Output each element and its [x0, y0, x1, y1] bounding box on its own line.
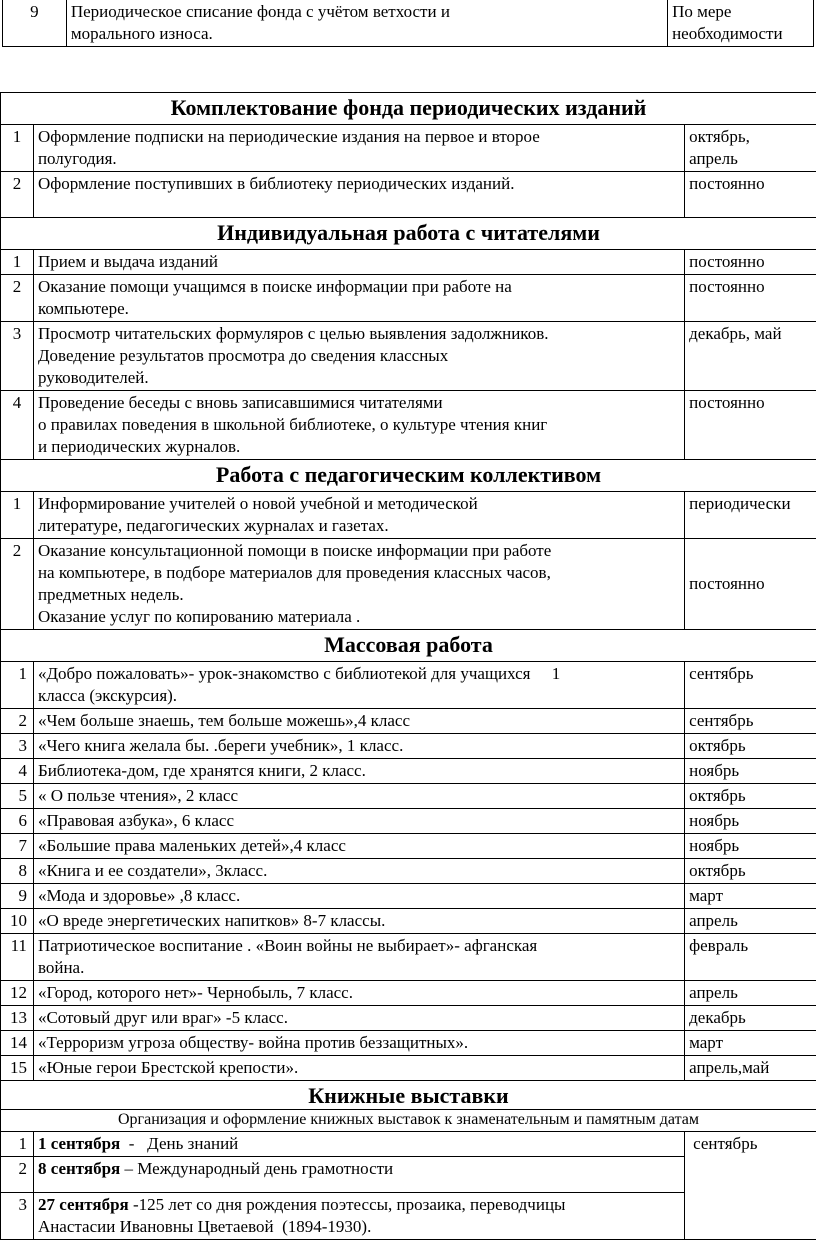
- table-row: [1, 125, 816, 172]
- row-term: ноябрь: [685, 809, 816, 834]
- section-header-row: [1, 93, 816, 125]
- row-text: «Чего книга желала бы. .береги учебник», 1 класс.: [33, 734, 684, 759]
- row-term: периодически: [685, 492, 816, 539]
- row-number: 3: [1, 322, 34, 391]
- row-text: 27 сентября -125 лет со дня рождения поэтессы, прозаика, переводчицы Анастасии Ивановны Цветаевой (1894-1930).: [33, 1193, 684, 1240]
- table-row: [1, 1006, 816, 1031]
- row-term: постоянно: [685, 172, 816, 218]
- row-term: февраль: [685, 934, 816, 981]
- exhibitions-term: сентябрь: [685, 1132, 816, 1240]
- table-row: [1, 1031, 816, 1056]
- table-row: [1, 172, 816, 218]
- row-text: «Чем больше знаешь, тем больше можешь»,4 класс: [33, 709, 684, 734]
- section-header-row: [1, 218, 816, 250]
- section-subtitle-row: [1, 1110, 816, 1132]
- row-number: 7: [1, 834, 34, 859]
- table-row: [1, 734, 816, 759]
- table-row: [1, 539, 816, 630]
- row-text: «Мода и здоровье» ,8 класс.: [33, 884, 684, 909]
- row-term: октябрь: [685, 859, 816, 884]
- table-row: [3, 0, 814, 47]
- section-title-periodicals: Комплектование фонда периодических изданий: [1, 93, 816, 125]
- row-number: 1: [1, 250, 34, 275]
- row-number: 2: [1, 709, 34, 734]
- row-term: ноябрь: [685, 759, 816, 784]
- section-title-individual: Индивидуальная работа с читателями: [1, 218, 816, 250]
- row-text: «О вреде энергетических напитков» 8-7 классы.: [33, 909, 684, 934]
- table-row: [1, 322, 816, 391]
- table-row: [1, 1056, 816, 1081]
- table-row: [1, 492, 816, 539]
- row-number: 3: [1, 734, 34, 759]
- row-number: 10: [1, 909, 34, 934]
- row-number: 2: [1, 1157, 34, 1193]
- section-header-row: [1, 460, 816, 492]
- row-number: 14: [1, 1031, 34, 1056]
- row-term: март: [685, 884, 816, 909]
- row-number: 2: [1, 539, 34, 630]
- row-term: ноябрь: [685, 834, 816, 859]
- row-text: Оказание помощи учащимся в поиске информации при работе на компьютере.: [33, 275, 684, 322]
- row-text: Библиотека-дом, где хранятся книги, 2 класс.: [33, 759, 684, 784]
- row-text: «Добро пожаловать»- урок-знакомство с библиотекой для учащихся 1 класса (экскурсия).: [33, 662, 684, 709]
- row-term: постоянно: [685, 250, 816, 275]
- row-term: декабрь: [685, 1006, 816, 1031]
- mass-work-rows: [1, 662, 816, 1081]
- row-term: октябрь: [685, 734, 816, 759]
- plan-table: [0, 92, 816, 1240]
- row-text: «Терроризм угроза обществу- война против беззащитных».: [33, 1031, 684, 1056]
- row-text: Информирование учителей о новой учебной и методической литературе, педагогических журналах и газетах.: [33, 492, 684, 539]
- row-text: «Правовая азбука», 6 класс: [33, 809, 684, 834]
- row-text: «Книга и ее создатели», 3класс.: [33, 859, 684, 884]
- row-number: 1: [1, 1132, 34, 1157]
- table-row: [1, 784, 816, 809]
- table-row: [1, 250, 816, 275]
- section-title-exhibitions: Книжные выставки: [1, 1081, 816, 1110]
- section-subtitle-exhibitions: Организация и оформление книжных выставок к знаменательным и памятным датам: [1, 1110, 816, 1132]
- row-text: 8 сентября – Международный день грамотности: [33, 1157, 684, 1193]
- table-row: [1, 275, 816, 322]
- row-text: Периодическое списание фонда с учётом ветхости и морального износа.: [66, 0, 667, 47]
- table-row: [1, 884, 816, 909]
- row-text: Патриотическое воспитание . «Воин войны не выбирает»- афганская война.: [33, 934, 684, 981]
- row-number: 9: [1, 884, 34, 909]
- row-number: 5: [1, 784, 34, 809]
- top-row-table: [2, 0, 814, 47]
- row-term: постоянно: [685, 275, 816, 322]
- row-text: Проведение беседы с вновь записавшимися читателями о правилах поведения в школьной библиотеке, о культуре чтения книг и периодических журналов.: [33, 391, 684, 460]
- table-row: [1, 909, 816, 934]
- row-text: «Юные герои Брестской крепости».: [33, 1056, 684, 1081]
- row-term: март: [685, 1031, 816, 1056]
- row-term: апрель: [685, 981, 816, 1006]
- row-number: 15: [1, 1056, 34, 1081]
- row-term: октябрь: [685, 784, 816, 809]
- table-row: [1, 391, 816, 460]
- row-number: 6: [1, 809, 34, 834]
- row-number: 8: [1, 859, 34, 884]
- row-number: 11: [1, 934, 34, 981]
- row-term: сентябрь: [685, 709, 816, 734]
- row-number: 4: [1, 391, 34, 460]
- row-number: 2: [1, 275, 34, 322]
- section-header-row: [1, 1081, 816, 1110]
- table-row: [1, 662, 816, 709]
- table-row: [1, 981, 816, 1006]
- row-term: октябрь, апрель: [685, 125, 816, 172]
- table-row: [1, 859, 816, 884]
- row-number: 13: [1, 1006, 34, 1031]
- row-text: Оформление поступивших в библиотеку периодических изданий.: [33, 172, 684, 218]
- section-title-pedagogical: Работа с педагогическим коллективом: [1, 460, 816, 492]
- row-text: «Сотовый друг или враг» -5 класс.: [33, 1006, 684, 1031]
- row-term: апрель,май: [685, 1056, 816, 1081]
- row-number: 1: [1, 125, 34, 172]
- row-text: «Город, которого нет»- Чернобыль, 7 класс.: [33, 981, 684, 1006]
- row-term: декабрь, май: [685, 322, 816, 391]
- row-text: 1 сентября - День знаний: [33, 1132, 684, 1157]
- row-number: 3: [1, 1193, 34, 1240]
- row-number: 2: [1, 172, 34, 218]
- row-text: Оказание консультационной помощи в поиске информации при работе на компьютере, в подборе материалов для проведения классных часов, предметных недель. Оказание услуг по копированию материала .: [33, 539, 684, 630]
- table-row: [1, 809, 816, 834]
- row-text: «Большие права маленьких детей»,4 класс: [33, 834, 684, 859]
- row-term: постоянно: [685, 391, 816, 460]
- row-text: « О пользе чтения», 2 класс: [33, 784, 684, 809]
- row-term: По мере необходимости: [668, 0, 814, 47]
- row-number: 12: [1, 981, 34, 1006]
- row-number: 4: [1, 759, 34, 784]
- table-row: [1, 934, 816, 981]
- row-text: Просмотр читательских формуляров с целью выявления задолжников. Доведение результатов просмотра до сведения классных руководителей.: [33, 322, 684, 391]
- table-row: [1, 834, 816, 859]
- row-number: 1: [1, 492, 34, 539]
- row-term: апрель: [685, 909, 816, 934]
- row-number: 1: [1, 662, 34, 709]
- row-term: сентябрь: [685, 662, 816, 709]
- row-text: Прием и выдача изданий: [33, 250, 684, 275]
- table-row: [1, 1132, 816, 1157]
- row-number: 9: [3, 0, 67, 47]
- section-title-mass: Массовая работа: [1, 630, 816, 662]
- section-header-row: [1, 630, 816, 662]
- table-row: [1, 759, 816, 784]
- row-term: постоянно: [685, 539, 816, 630]
- row-text: Оформление подписки на периодические издания на первое и второе полугодия.: [33, 125, 684, 172]
- table-row: [1, 709, 816, 734]
